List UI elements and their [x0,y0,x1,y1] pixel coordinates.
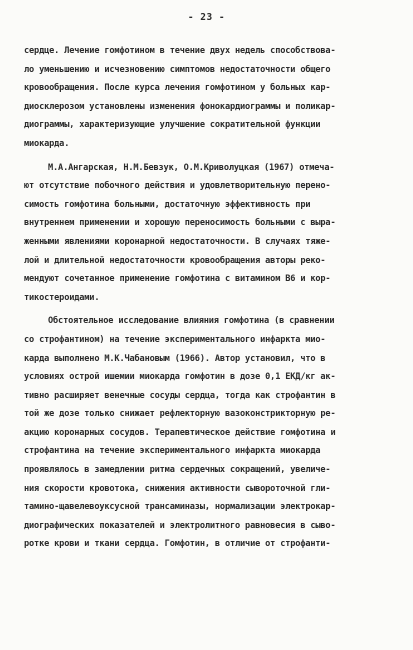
text-line: ют отсутствие побочного действия и удовлетворительную перено- [24,181,331,192]
text-line: мендуют сочетанное применение гомфотина с витамином B6 и кор- [24,274,331,285]
text-line: женными явлениями коронарной недостаточности. В случаях тяже- [24,236,331,247]
text-line: кровообращения. После курса лечения гомфотином у больных кар- [24,83,331,94]
text-line: тикостероидами. [24,292,100,303]
text-line: карда выполнено М.К.Чабановым (1966). Автор установил, что в [24,353,326,364]
text-line: со строфантином) на течение экспериментального инфаркта мио- [24,334,326,345]
text-line: внутреннем применении и хорошую переносимость больными с выра- [24,218,336,229]
text-line: акцию коронарных сосудов. Терапевтическое действие гомфотина и [24,427,336,438]
text-line: тамино-щавелевоуксусной трансаминазы, нормализации электрокар- [24,502,336,513]
text-line: строфантина на течение экспериментального инфаркта миокарда [24,446,321,457]
text-line: М.А.Ангарская, Н.М.Бевзук, О.М.Криволуцкая (1967) отмеча- [48,162,335,173]
text-line: тивно расширяет венечные сосуды сердца, тогда как строфантин в [24,390,336,401]
text-line: той же дозе только снижает рефлекторную вазоконстрикторную ре- [24,409,336,420]
page-number: - 23 - [187,12,226,23]
text-line: ротке крови и ткани сердца. Гомфотин, в отличие от строфанти- [24,539,331,550]
text-line: ния скорости кровотока, снижения активности сывороточной гли- [24,483,331,494]
text-line: диографических показателей и электролитного равновесия в сыво- [24,520,336,531]
text-line: проявлялось в замедлении ритма сердечных сокращений, увеличе- [24,465,331,476]
text-line: диосклерозом установлены изменения фонокардиограммы и поликар- [24,101,336,112]
text-line: симость гомфотина больными, достаточную эффективность при [24,199,311,210]
text-line: условиях острой ишемии миокарда гомфотин в дозе 0,1 ЕКД/кг ак- [24,372,336,383]
text-line: Обстоятельное исследование влияния гомфотина (в сравнении [48,316,335,327]
text-line: ло уменьшению и исчезновению симптомов недостаточности общего [24,64,331,75]
text-line: диограммы, характеризующие улучшение сократительной функции [24,120,321,131]
text-line: миокарда. [24,138,70,149]
text-line: сердце. Лечение гомфотином в течение двух недель способствова- [24,46,336,56]
body-text [24,42,390,554]
text-line: лой и длительной недостаточности кровообращения авторы реко- [24,255,326,266]
